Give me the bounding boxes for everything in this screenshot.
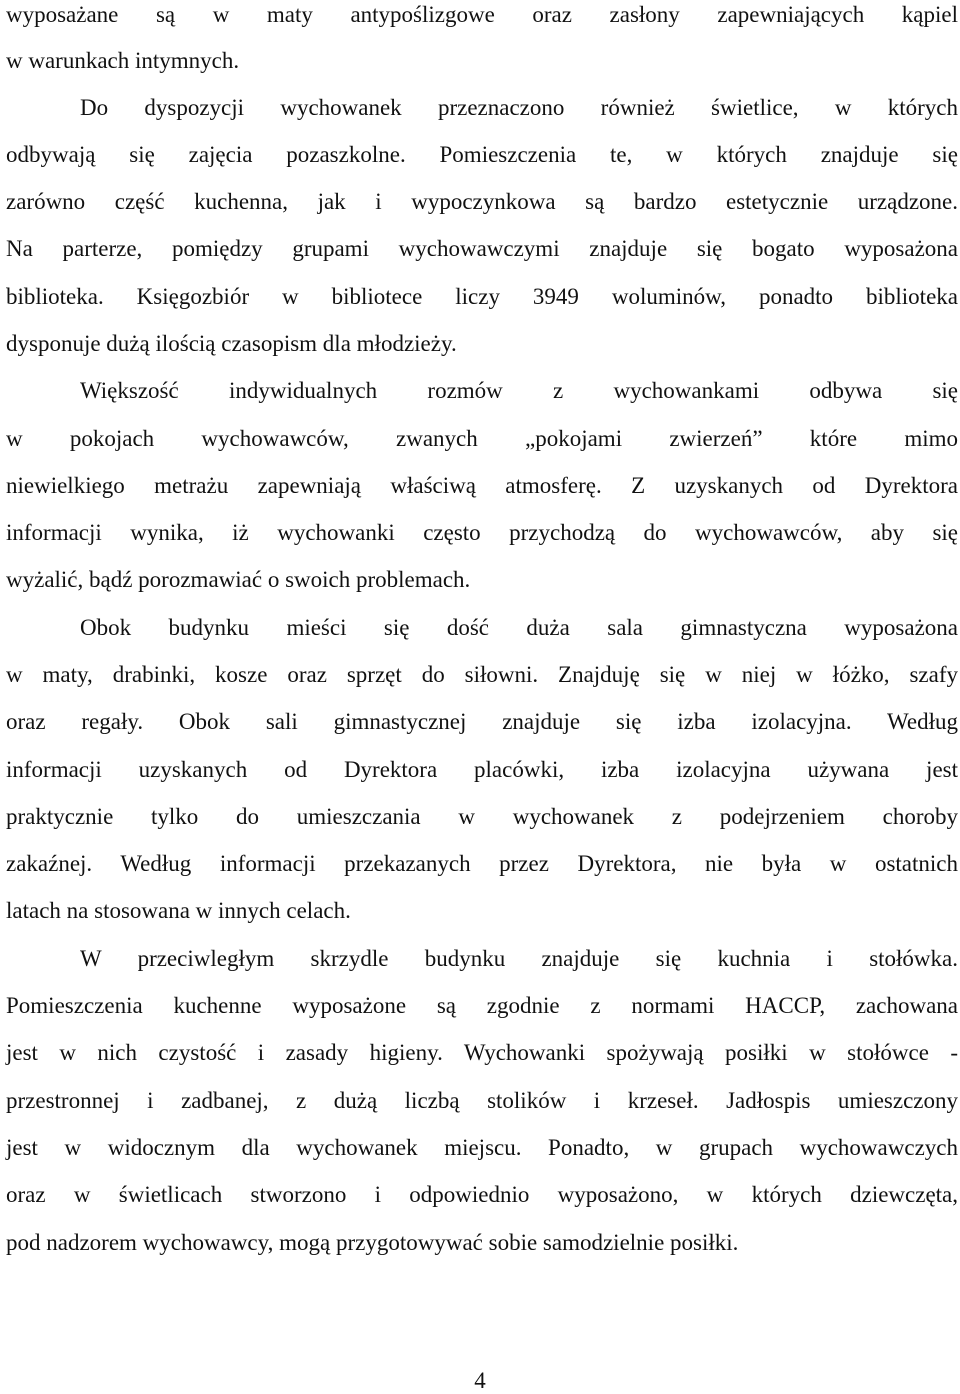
text-line: w pokojach wychowawców, zwanych „pokojami zwierzeń” które mimo [6,426,958,451]
text-line: Obok budynku mieści się dość duża sala gimnastyczna wyposażona [80,615,958,640]
text-line: wyposażane są w maty antypoślizgowe oraz zasłony zapewniających kąpiel [6,2,958,27]
text-line: zakaźnej. Według informacji przekazanych przez Dyrektora, nie była w ostatnich [6,851,958,876]
text-line: Pomieszczenia kuchenne wyposażone są zgodnie z normami HACCP, zachowana [6,993,958,1018]
text-line: zarówno część kuchenna, jak i wypoczynkowa są bardzo estetycznie urządzone. [6,189,958,214]
text-line: w warunkach intymnych. [6,48,240,73]
text-line: jest w nich czystość i zasady higieny. Wychowanki spożywają posiłki w stołówce - [6,1040,958,1065]
text-line: oraz w świetlicach stworzono i odpowiednio wyposażono, w których dziewczęta, [6,1182,958,1207]
text-line: przestronnej i zadbanej, z dużą liczbą stolików i krzeseł. Jadłospis umieszczony [6,1088,958,1113]
text-line: oraz regały. Obok sali gimnastycznej znajduje się izba izolacyjna. Według [6,709,958,734]
text-line: W przeciwległym skrzydle budynku znajduje się kuchnia i stołówka. [80,946,958,971]
text-line: pod nadzorem wychowawcy, mogą przygotowywać sobie samodzielnie posiłki. [6,1230,739,1255]
page-number: 4 [474,1368,486,1393]
text-line: biblioteka. Księgozbiór w bibliotece liczy 3949 woluminów, ponadto biblioteka [6,284,958,309]
text-line: wyżalić, bądź porozmawiać o swoich problemach. [6,567,471,592]
text-line: jest w widocznym dla wychowanek miejscu. Ponadto, w grupach wychowawczych [6,1135,958,1160]
text-line: Na parterze, pomiędzy grupami wychowawczymi znajduje się bogato wyposażona [6,236,958,261]
text-line: niewielkiego metrażu zapewniają właściwą atmosferę. Z uzyskanych od Dyrektora [6,473,958,498]
text-line: praktycznie tylko do umieszczania w wychowanek z podejrzeniem choroby [6,804,958,829]
text-line: latach na stosowana w innych celach. [6,898,351,923]
text-line: Do dyspozycji wychowanek przeznaczono również świetlice, w których [80,95,958,120]
text-line: odbywają się zajęcia pozaszkolne. Pomieszczenia te, w których znajduje się [6,142,958,167]
text-line: dysponuje dużą ilością czasopism dla młodzieży. [6,331,457,356]
text-line: w maty, drabinki, kosze oraz sprzęt do siłowni. Znajduję się w niej w łóżko, szafy [6,662,958,687]
text-line: informacji wynika, iż wychowanki często przychodzą do wychowawców, aby się [6,520,958,545]
text-line: informacji uzyskanych od Dyrektora placówki, izba izolacyjna używana jest [6,757,958,782]
text-line: Większość indywidualnych rozmów z wychowankami odbywa się [80,378,958,403]
